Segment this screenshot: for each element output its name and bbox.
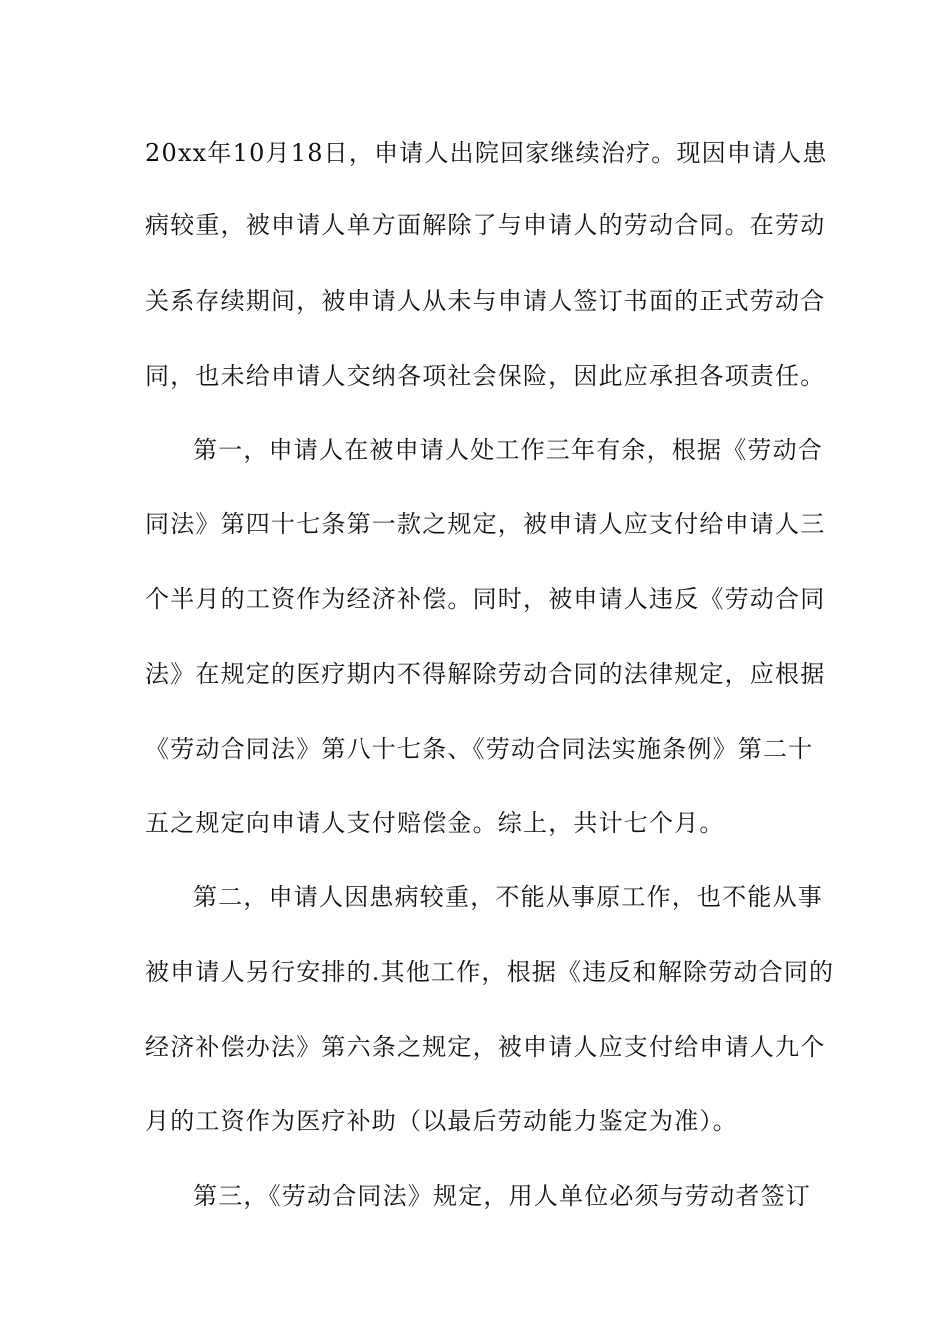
text-line: 五之规定向申请人支付赔偿金。综上，共计七个月。 xyxy=(145,809,725,837)
text-line: 个半月的工资作为经济补偿。同时，被申请人违反《劳动合同 xyxy=(145,585,826,613)
paragraph-first-line: 第二，申请人因患病较重，不能从事原工作，也不能从事 xyxy=(193,883,823,911)
text-line: 同法》第四十七条第一款之规定，被申请人应支付给申请人三 xyxy=(145,510,826,538)
text-line: 经济补偿办法》第六条之规定，被申请人应支付给申请人九个 xyxy=(145,1033,826,1061)
text-line: 《劳动合同法》第八十七条、《劳动合同法实施条例》第二十 xyxy=(145,735,814,763)
text-line: 同，也未给申请人交纳各项社会保险，因此应承担各项责任。 xyxy=(145,362,826,390)
text-line: 20xx年10月18日，申请人出院回家继续治疗。现因申请人患 xyxy=(145,139,828,167)
text-line: 病较重，被申请人单方面解除了与申请人的劳动合同。在劳动 xyxy=(145,211,826,239)
text-line: 法》在规定的医疗期内不得解除劳动合同的法律规定，应根据 xyxy=(145,660,826,688)
text-line: 关系存续期间，被申请人从未与申请人签订书面的正式劳动合 xyxy=(145,287,826,315)
paragraph-first-line: 第一，申请人在被申请人处工作三年有余，根据《劳动合 xyxy=(193,436,823,464)
text-line: 被申请人另行安排的.其他工作，根据《违反和解除劳动合同的 xyxy=(145,958,835,986)
paragraph-first-line: 第三，《劳动合同法》规定，用人单位必须与劳动者签订 xyxy=(193,1182,811,1210)
text-line: 月的工资作为医疗补助（以最后劳动能力鉴定为准）。 xyxy=(145,1107,738,1135)
